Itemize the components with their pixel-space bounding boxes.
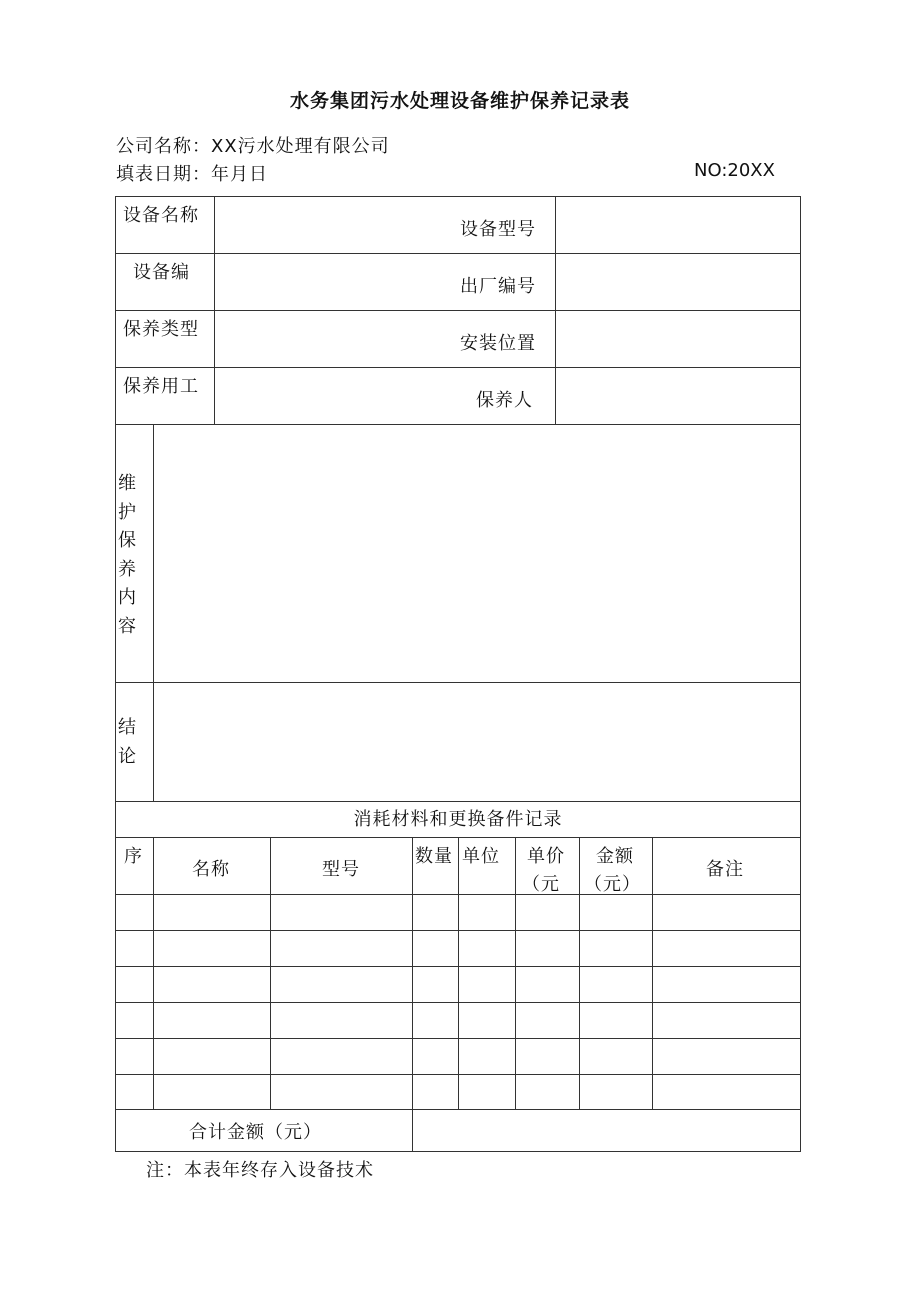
label-equipment-code: 设备编 bbox=[133, 262, 190, 283]
table-row[interactable] bbox=[116, 931, 800, 966]
equipment-model-field[interactable] bbox=[557, 198, 799, 252]
row-line bbox=[115, 253, 801, 254]
header-amount: 金额 bbox=[596, 846, 634, 867]
header-unit-price-currency: （元 bbox=[522, 874, 560, 895]
header-unit-price: 单价 bbox=[527, 846, 565, 867]
label-equipment-model: 设备型号 bbox=[460, 219, 536, 240]
company-name: 公司名称：XX污水处理有限公司 bbox=[116, 136, 390, 157]
fill-date: 填表日期：年月日 bbox=[116, 164, 268, 185]
table-row[interactable] bbox=[116, 1075, 800, 1109]
total-amount-field[interactable] bbox=[414, 1111, 799, 1150]
maintenance-type-field[interactable] bbox=[216, 312, 554, 366]
header-seq: 序 bbox=[124, 846, 143, 867]
col-line bbox=[153, 424, 154, 802]
header-amount-currency: （元） bbox=[584, 874, 641, 895]
label-factory-number: 出厂编号 bbox=[460, 276, 536, 297]
header-quantity: 数量 bbox=[415, 846, 453, 867]
header-model: 型号 bbox=[322, 859, 360, 880]
table-row[interactable] bbox=[116, 895, 800, 930]
maintenance-content-field[interactable] bbox=[155, 426, 799, 681]
label-conclusion: 结论 bbox=[118, 717, 136, 767]
header-name: 名称 bbox=[192, 859, 230, 880]
footer-note: 注：本表年终存入设备技术 bbox=[146, 1160, 374, 1181]
document-number: NO:20XX bbox=[694, 160, 775, 181]
label-total-amount: 合计金额（元） bbox=[189, 1122, 322, 1143]
row-line bbox=[115, 310, 801, 311]
table-row[interactable] bbox=[116, 967, 800, 1002]
label-equipment-name: 设备名称 bbox=[123, 205, 199, 226]
label-install-location: 安装位置 bbox=[460, 333, 536, 354]
maintainer-field[interactable] bbox=[557, 369, 799, 423]
table-border-top bbox=[115, 196, 801, 197]
maintenance-hours-field[interactable] bbox=[216, 369, 554, 423]
table-border-right bbox=[800, 196, 801, 1152]
form-title: 水务集团污水处理设备维护保养记录表 bbox=[289, 90, 630, 112]
row-line bbox=[115, 367, 801, 368]
table-border-bottom bbox=[115, 1151, 801, 1152]
label-maintenance-hours: 保养用工 bbox=[123, 376, 199, 397]
row-line bbox=[115, 424, 801, 425]
header-unit: 单位 bbox=[462, 846, 500, 867]
materials-section-title: 消耗材料和更换备件记录 bbox=[353, 809, 563, 830]
label-maintainer: 保养人 bbox=[476, 390, 533, 411]
equipment-name-field[interactable] bbox=[216, 198, 554, 252]
label-maintenance-content: 维护保养内容 bbox=[118, 473, 136, 637]
table-row[interactable] bbox=[116, 1003, 800, 1038]
equipment-code-field[interactable] bbox=[216, 255, 554, 309]
install-location-field[interactable] bbox=[557, 312, 799, 366]
factory-number-field[interactable] bbox=[557, 255, 799, 309]
col-line bbox=[214, 196, 215, 425]
row-line bbox=[115, 801, 801, 802]
table-row[interactable] bbox=[116, 1039, 800, 1074]
header-remark: 备注 bbox=[706, 859, 744, 880]
label-maintenance-type: 保养类型 bbox=[123, 319, 199, 340]
conclusion-field[interactable] bbox=[155, 684, 799, 800]
col-line bbox=[555, 196, 556, 425]
row-line bbox=[115, 682, 801, 683]
